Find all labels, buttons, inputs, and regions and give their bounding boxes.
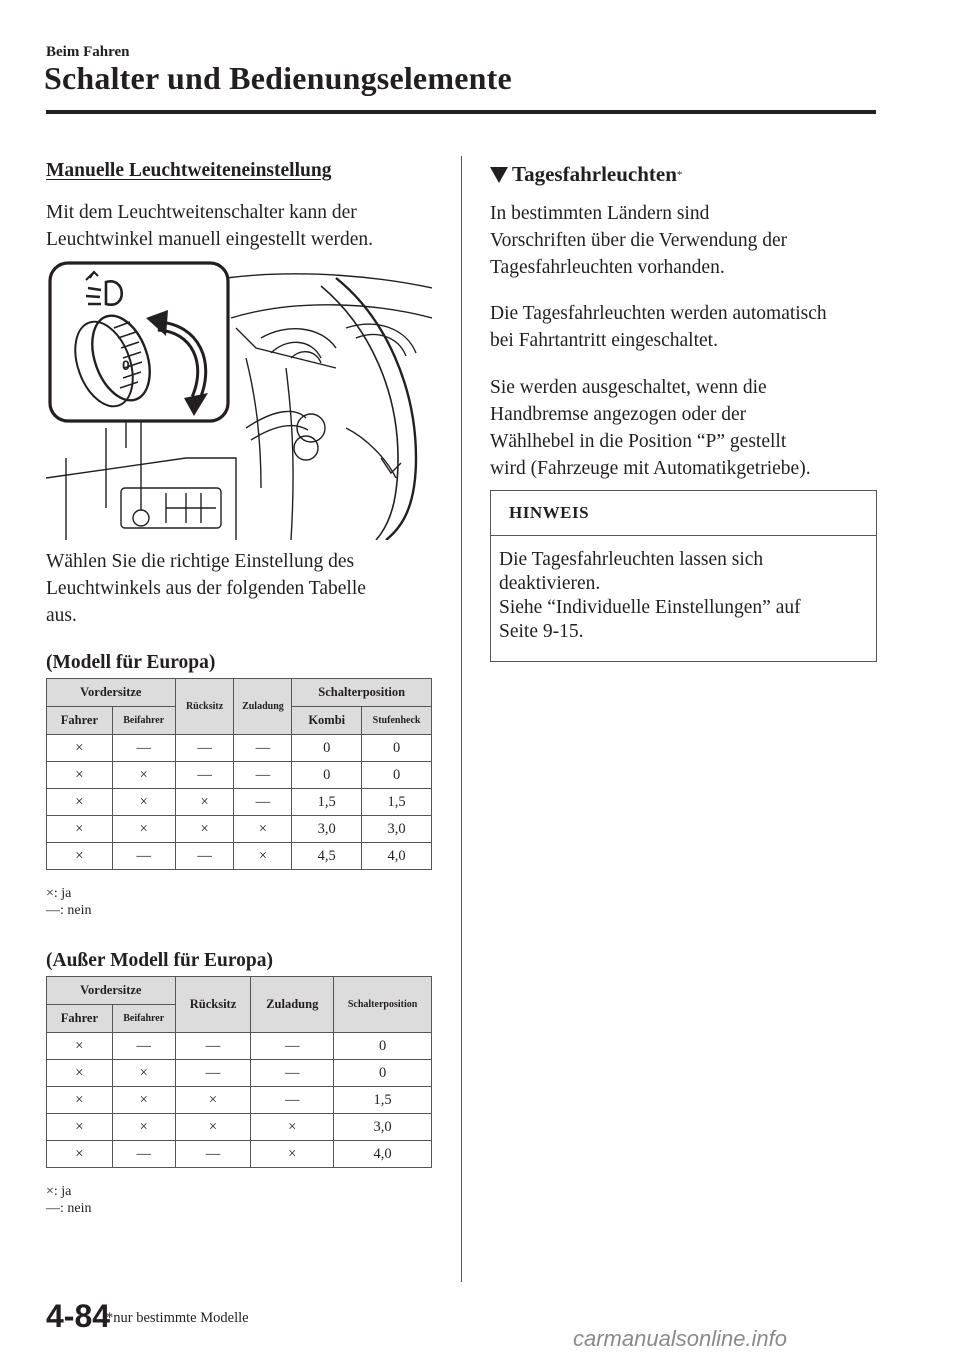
table-row: × × — — 0	[47, 1060, 432, 1087]
table-row: × — — × 4,0	[47, 1141, 432, 1168]
footnote-mark: *	[676, 168, 683, 181]
note-line: Seite 9-15.	[499, 621, 584, 642]
header-passenger: Beifahrer	[112, 1005, 175, 1033]
heading-text: Tagesfahrleuchten	[512, 162, 677, 186]
section-label: Beim Fahren	[46, 44, 130, 60]
header-load: Zuladung	[251, 977, 334, 1033]
page-title: Schalter und Bedienungselemente	[44, 60, 512, 96]
intro-paragraph	[46, 199, 373, 253]
note-line: Siehe “Individuelle Einstellungen” auf	[499, 597, 801, 618]
legend-yes: ×: ja	[46, 1184, 72, 1199]
triangle-marker-icon	[490, 167, 508, 183]
header-load: Zuladung	[234, 679, 292, 735]
header-rear-seat: Rücksitz	[175, 977, 251, 1033]
header-rule	[46, 110, 876, 114]
paragraph-auto-off	[490, 374, 811, 482]
paragraph-line: Vorschriften über die Verwendung der	[490, 230, 788, 251]
header-kombi: Kombi	[292, 707, 362, 735]
intro-line: Leuchtwinkel manuell eingestellt werden.	[46, 229, 374, 250]
table-intro-line: Leuchtwinkels aus der folgenden Tabelle	[46, 578, 366, 599]
intro-line: Mit dem Leuchtweitenschalter kann der	[46, 202, 357, 223]
paragraph-regulations	[490, 200, 787, 281]
watermark: carmanualsonline.info	[573, 1326, 788, 1351]
header-driver: Fahrer	[47, 1005, 113, 1033]
note-box	[490, 490, 877, 662]
table-eu-legend	[46, 885, 92, 919]
section-heading-tagesfahrleuchten	[490, 162, 682, 187]
dial-zero-mark: 0	[122, 357, 130, 373]
header-rear-seat: Rücksitz	[175, 679, 234, 735]
table-eu-title: (Modell für Europa)	[46, 652, 216, 673]
table-intro-line: Wählen Sie die richtige Einstellung des	[46, 551, 355, 572]
legend-yes: ×: ja	[46, 886, 72, 901]
page-number: 4-84	[46, 1298, 111, 1334]
table-row: × × × — 1,5	[47, 1087, 432, 1114]
column-divider	[461, 156, 462, 1282]
header-switch-position: Schalterposition	[334, 977, 432, 1033]
table-intro-line: aus.	[46, 605, 77, 626]
header-passenger: Beifahrer	[112, 707, 175, 735]
table-row: × × — — 0 0	[47, 762, 432, 789]
paragraph-line: In bestimmten Ländern sind	[490, 203, 710, 224]
header-driver: Fahrer	[47, 707, 113, 735]
table-intro-paragraph	[46, 548, 366, 629]
table-row: × — — — 0	[47, 1033, 432, 1060]
header-front-seats: Vordersitze	[47, 977, 176, 1005]
table-row: × — — × 4,5 4,0	[47, 843, 432, 870]
table-other	[46, 976, 432, 1168]
headlight-leveling-illustration	[46, 258, 432, 540]
table-row: × — — — 0 0	[47, 735, 432, 762]
table-row: × × × — 1,5 1,5	[47, 789, 432, 816]
note-line: Die Tagesfahrleuchten lassen sich	[499, 549, 764, 570]
header-stufenheck: Stufenheck	[362, 707, 432, 735]
table-other-title: (Außer Modell für Europa)	[46, 950, 273, 971]
paragraph-line: Tagesfahrleuchten vorhanden.	[490, 257, 725, 278]
table-row: × × × × 3,0 3,0	[47, 816, 432, 843]
legend-no: —: nein	[46, 1201, 92, 1216]
note-line: deaktivieren.	[499, 573, 601, 594]
header-switch-position: Schalterposition	[292, 679, 432, 707]
table-other-legend	[46, 1183, 92, 1217]
paragraph-line: Handbremse angezogen oder der	[490, 404, 747, 425]
footnote: *nur bestimmte Modelle	[106, 1310, 249, 1326]
table-row: × × × × 3,0	[47, 1114, 432, 1141]
note-label: HINWEIS	[491, 491, 876, 536]
note-body	[491, 536, 876, 644]
legend-no: —: nein	[46, 903, 92, 918]
paragraph-line: Sie werden ausgeschaltet, wenn die	[490, 377, 767, 398]
paragraph-line: Wählhebel in die Position “P” gestellt	[490, 431, 787, 452]
table-eu	[46, 678, 432, 870]
section-heading-leuchtweite: Manuelle Leuchtweiteneinstellung	[46, 160, 332, 181]
header-front-seats: Vordersitze	[47, 679, 176, 707]
paragraph-auto-on	[490, 300, 827, 354]
paragraph-line: bei Fahrtantritt eingeschaltet.	[490, 330, 718, 351]
paragraph-line: wird (Fahrzeuge mit Automatikgetriebe).	[490, 458, 811, 479]
paragraph-line: Die Tagesfahrleuchten werden automatisch	[490, 303, 827, 324]
